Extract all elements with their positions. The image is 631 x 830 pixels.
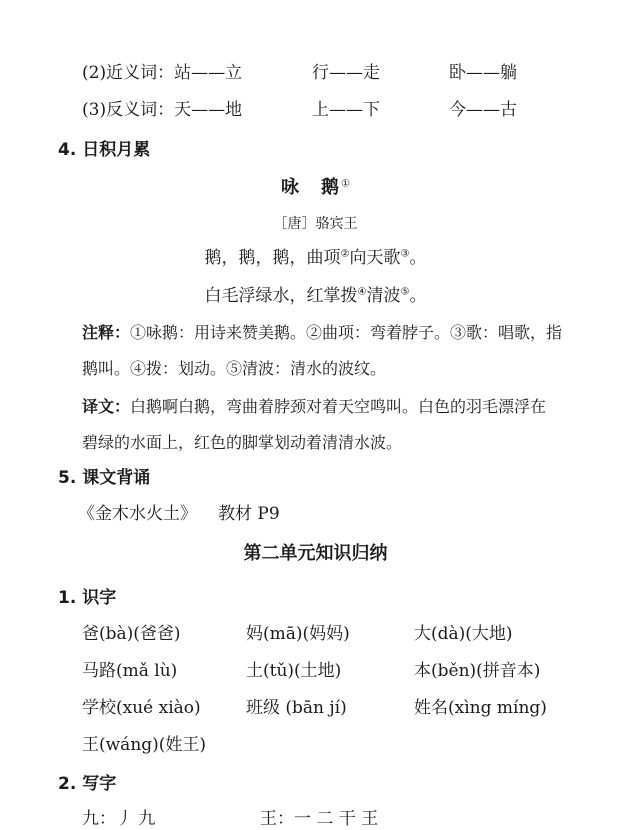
literacy-item: 姓名(xìng míng) [414,698,547,718]
antonym-pair: 今——古 [449,100,517,120]
antonyms-row [82,99,631,121]
synonyms-row [82,62,631,84]
literacy-item: 学校(xué xiào) [82,698,201,718]
literacy-item: 爸(bà)(爸爸) [82,624,181,644]
section-title: 日积月累 [82,140,151,160]
notes-label: 注释： [82,323,131,342]
stroke-order: 王：一 二 干 王 [260,809,379,829]
synonyms-label: (2)近义词： [82,63,175,83]
literacy-heading [58,587,631,609]
synonym-pair: 行——走 [312,63,380,83]
antonym-pair: 上——下 [312,100,380,120]
section-4-heading [58,139,631,161]
literacy-item: 王(wáng)(姓王) [82,735,207,755]
stroke-order: 九：丿 九 [82,809,156,829]
poem-author: ［唐］骆宾王 [273,216,358,232]
section-number: 1. [58,588,77,608]
notes-line-2: 鹅叫。④拨：划动。⑤清波：清水的波纹。 [82,359,387,378]
unit-2-title: 第二单元知识归纳 [243,543,388,564]
writing-heading [58,773,631,795]
textbook-ref: 教材 P9 [218,504,280,524]
literacy-item: 本(běn)(拼音本) [414,661,541,681]
section-number: 2. [58,774,77,794]
footnote-mark: ① [341,178,350,190]
recitation-item: 《金木水火土》 教材 P9 [78,504,280,524]
literacy-item: 马路(mǎ lù) [82,661,178,681]
synonym-pair: 卧——躺 [449,63,517,83]
poem-line-1: 鹅，鹅，鹅，曲项②向天歌③。 [204,248,427,268]
literacy-item: 土(tǔ)(土地) [246,661,342,681]
section-title: 写字 [82,774,117,794]
translation-label: 译文： [82,397,131,416]
antonym-pair: 天——地 [174,100,243,120]
translation-line-2: 碧绿的水面上，红色的脚掌划动着清清水波。 [82,433,403,452]
section-title: 课文背诵 [82,468,151,488]
literacy-item: 大(dà)(大地) [414,624,513,644]
synonym-pair: 站——立 [174,63,243,83]
literacy-item: 妈(mā)(妈妈) [246,624,350,644]
poem-line-2: 白毛浮绿水，红掌拨④清波⑤。 [204,286,427,306]
notes-line-1: 注释：①咏鹅：用诗来赞美鹅。②曲项：弯着脖子。③歌：唱歌，指 [82,323,563,342]
section-5-heading [58,467,631,489]
antonyms-label: (3)反义词： [82,100,175,120]
section-title: 识字 [82,588,117,608]
literacy-item: 班级 (bān jí) [246,698,347,718]
section-number: 5. [58,468,77,488]
poem-title: 咏 鹅① [281,177,350,198]
translation-line-1: 译文：白鹅啊白鹅，弯曲着脖颈对着天空鸣叫。白色的羽毛漂浮在 [82,397,547,416]
section-number: 4. [58,140,77,160]
